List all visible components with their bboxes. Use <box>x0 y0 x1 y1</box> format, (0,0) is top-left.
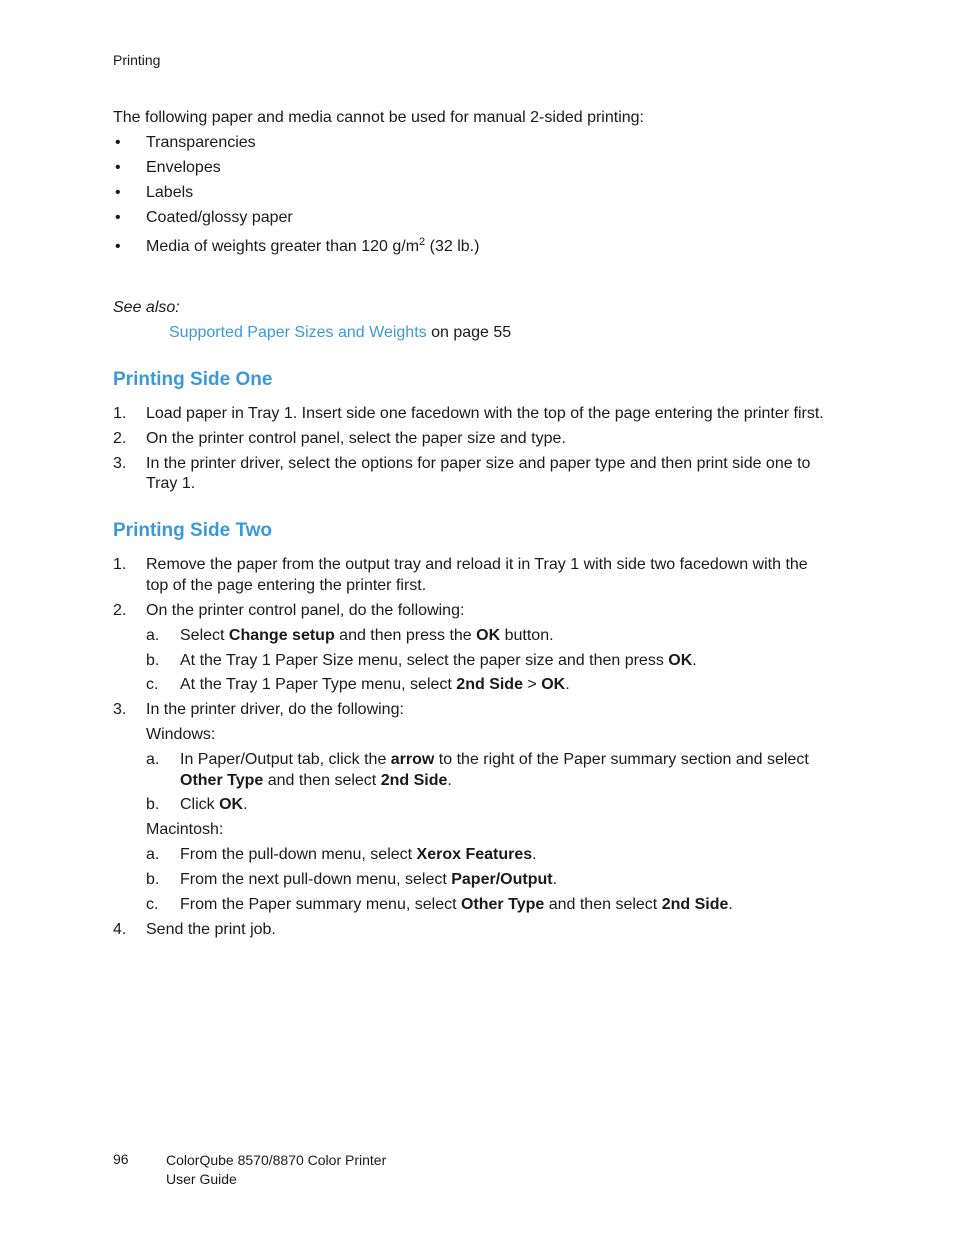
substep-text: In Paper/Output tab, click the arrow to the right of the Paper summary section and select <box>180 751 809 768</box>
intro-text: The following paper and media cannot be used for manual 2-sided printing: <box>113 109 644 126</box>
step-text: On the printer control panel, do the following: <box>146 602 465 619</box>
step-number: 4. <box>113 921 127 938</box>
page-number: 96 <box>113 1151 129 1167</box>
see-also-reference: Supported Paper Sizes and Weights on page 55 <box>169 324 512 341</box>
step-text: On the printer control panel, select the paper size and type. <box>146 430 566 447</box>
section-heading-side-one: Printing Side One <box>113 369 273 390</box>
cross-reference-link[interactable]: Supported Paper Sizes and Weights <box>169 324 427 341</box>
substep-label: b. <box>146 796 160 813</box>
step-text-continued: Tray 1. <box>146 475 196 492</box>
substep-label: c. <box>146 896 159 913</box>
step-text: Send the print job. <box>146 921 276 938</box>
step-text: Load paper in Tray 1. Insert side one facedown with the top of the page entering the printer first. <box>146 405 824 422</box>
substep-label: a. <box>146 846 160 863</box>
footer-product: ColorQube 8570/8870 Color Printer <box>166 1152 387 1168</box>
substep-label: a. <box>146 751 160 768</box>
list-item-weight: Media of weights greater than 120 $g/m^2$ (32 lb.) <box>146 236 480 255</box>
bullet-glyph: • <box>115 184 121 201</box>
step-number: 3. <box>113 455 127 472</box>
substep-label: c. <box>146 676 159 693</box>
footer-guide: User Guide <box>166 1171 237 1187</box>
bullet-glyph: • <box>115 238 121 255</box>
step-number: 1. <box>113 556 127 573</box>
bullet-glyph: • <box>115 209 121 226</box>
step-number: 2. <box>113 602 127 619</box>
step-text: In the printer driver, select the options for paper size and paper type and then print side one to <box>146 455 811 472</box>
substep-text: Select Change setup and then press the OK button. <box>180 627 554 644</box>
substep-text: From the Paper summary menu, select Other Type and then select 2nd Side. <box>180 896 733 913</box>
list-item: Envelopes <box>146 159 221 176</box>
step-number: 1. <box>113 405 127 422</box>
bullet-glyph: • <box>115 134 121 151</box>
substep-label: b. <box>146 871 160 888</box>
list-item: Labels <box>146 184 194 201</box>
step-number: 2. <box>113 430 127 447</box>
section-heading-side-two: Printing Side Two <box>113 520 273 541</box>
platform-label-macintosh: Macintosh: <box>146 821 224 838</box>
footer-title <box>166 1151 386 1189</box>
running-head: Printing <box>113 52 161 68</box>
substep-text: From the pull-down menu, select Xerox Features. <box>180 846 537 863</box>
see-also-label: See also: <box>113 299 180 316</box>
substep-text: At the Tray 1 Paper Type menu, select 2nd Side > OK. <box>180 676 570 693</box>
substep-text: Click OK. <box>180 796 248 813</box>
step-text: In the printer driver, do the following: <box>146 701 404 718</box>
substep-label: b. <box>146 652 160 669</box>
list-item: Coated/glossy paper <box>146 209 293 226</box>
step-text-continued: top of the page entering the printer first. <box>146 577 427 594</box>
substep-text-continued: Other Type and then select 2nd Side. <box>180 772 452 789</box>
substep-text: At the Tray 1 Paper Size menu, select the paper size and then press OK. <box>180 652 697 669</box>
list-item: Transparencies <box>146 134 256 151</box>
substep-label: a. <box>146 627 160 644</box>
step-number: 3. <box>113 701 127 718</box>
substep-text: From the next pull-down menu, select Paper/Output. <box>180 871 558 888</box>
step-text: Remove the paper from the output tray and reload it in Tray 1 with side two facedown with the <box>146 556 808 573</box>
platform-label-windows: Windows: <box>146 726 216 743</box>
bullet-glyph: • <box>115 159 121 176</box>
